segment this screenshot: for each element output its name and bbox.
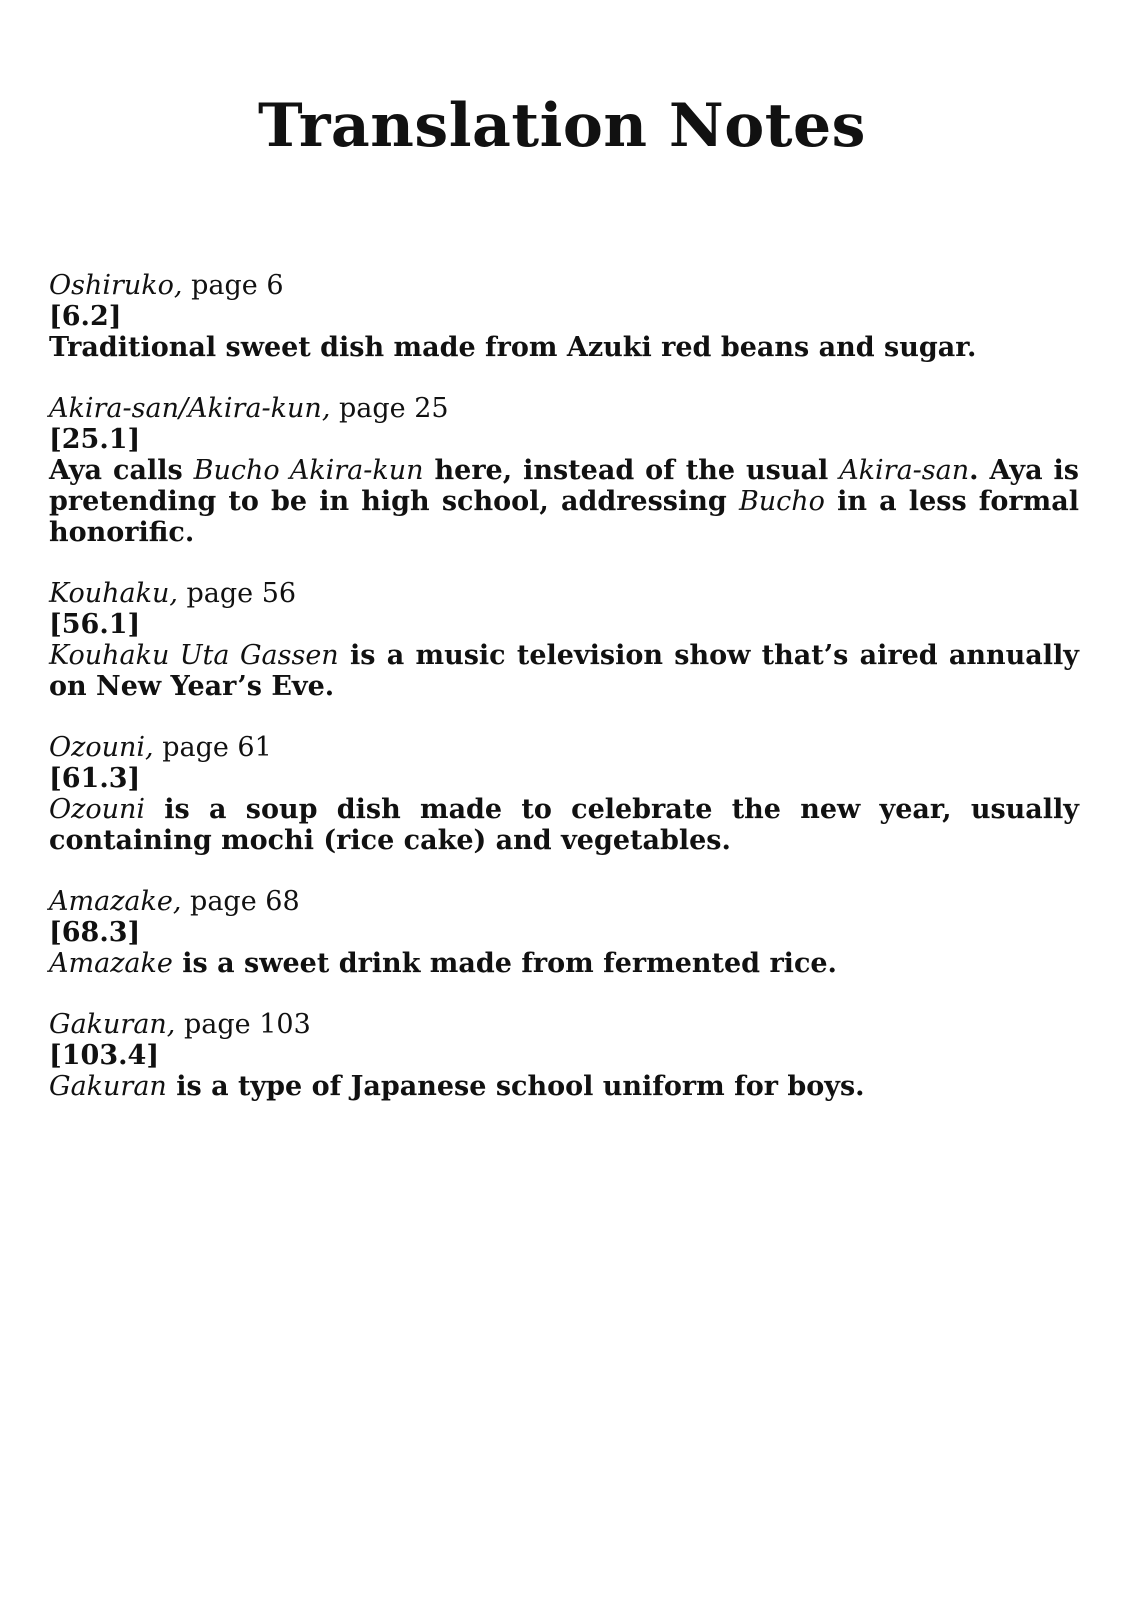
note-body: [49, 332, 1079, 363]
note-page: page 56: [177, 578, 297, 609]
note-heading: [49, 1009, 1079, 1040]
note-term: Akira-san/Akira-kun,: [49, 393, 331, 424]
note-oshiruko: [49, 270, 1079, 363]
note-page: page 61: [153, 732, 272, 763]
note-body-text: . Aya is pretending to be in high school, addressing: [49, 455, 1079, 517]
note-body-term: Kouhaku Uta Gassen: [49, 640, 339, 671]
note-body: [49, 1071, 1079, 1102]
note-body: [49, 455, 1079, 548]
note-term: Gakuran,: [49, 1009, 176, 1040]
note-body: [49, 640, 1079, 702]
note-heading: [49, 732, 1079, 763]
note-term: Ozouni,: [49, 732, 154, 763]
note-body-term: Akira-san: [839, 455, 970, 486]
notes-list: [49, 270, 1079, 1132]
note-body-term: Bucho Akira-kun: [193, 455, 424, 486]
note-page: page 103: [175, 1009, 311, 1040]
note-body-text: Traditional sweet dish made from Azuki red beans and sugar.: [49, 332, 977, 363]
note-body: [49, 948, 1079, 979]
note-page: page 68: [181, 886, 300, 917]
note-heading: [49, 886, 1079, 917]
note-page: page 6: [182, 270, 284, 301]
note-term: Oshiruko,: [49, 270, 183, 301]
note-body-text: in a less formal honorific.: [49, 486, 1079, 548]
note-kouhaku: [49, 578, 1079, 702]
note-reference: [103.4]: [49, 1040, 160, 1071]
note-reference: [6.2]: [49, 301, 122, 332]
note-body-term: Ozouni: [49, 794, 146, 825]
note-akira: [49, 393, 1079, 548]
note-heading: [49, 393, 1079, 424]
note-body-term: Gakuran: [49, 1071, 167, 1102]
note-term: Kouhaku,: [49, 578, 178, 609]
note-gakuran: [49, 1009, 1079, 1102]
note-reference: [25.1]: [49, 424, 141, 455]
note-body: [49, 794, 1079, 856]
note-body-text: is a sweet drink made from fermented rice.: [172, 948, 837, 979]
note-heading: [49, 578, 1079, 609]
note-body-text: is a type of Japanese school uniform for boys.: [166, 1071, 865, 1102]
note-body-text: Aya calls: [49, 455, 194, 486]
note-ozouni: [49, 732, 1079, 856]
note-body-text: here, instead of the usual: [423, 455, 840, 486]
note-amazake: [49, 886, 1079, 979]
note-body-term: Bucho: [738, 486, 825, 517]
note-term: Amazake,: [49, 886, 182, 917]
note-page: page 25: [330, 393, 449, 424]
note-reference: [68.3]: [49, 917, 141, 948]
page-title: Translation Notes: [258, 91, 866, 161]
note-heading: [49, 270, 1079, 301]
note-body-text: is a music television show that’s aired annually on New Year’s Eve.: [49, 640, 1079, 702]
note-body-term: Amazake: [49, 948, 173, 979]
note-reference: [56.1]: [49, 609, 141, 640]
note-body-text: is a soup dish made to celebrate the new year, usually containing mochi (rice cake) and vegetables.: [49, 794, 1079, 856]
note-reference: [61.3]: [49, 763, 141, 794]
